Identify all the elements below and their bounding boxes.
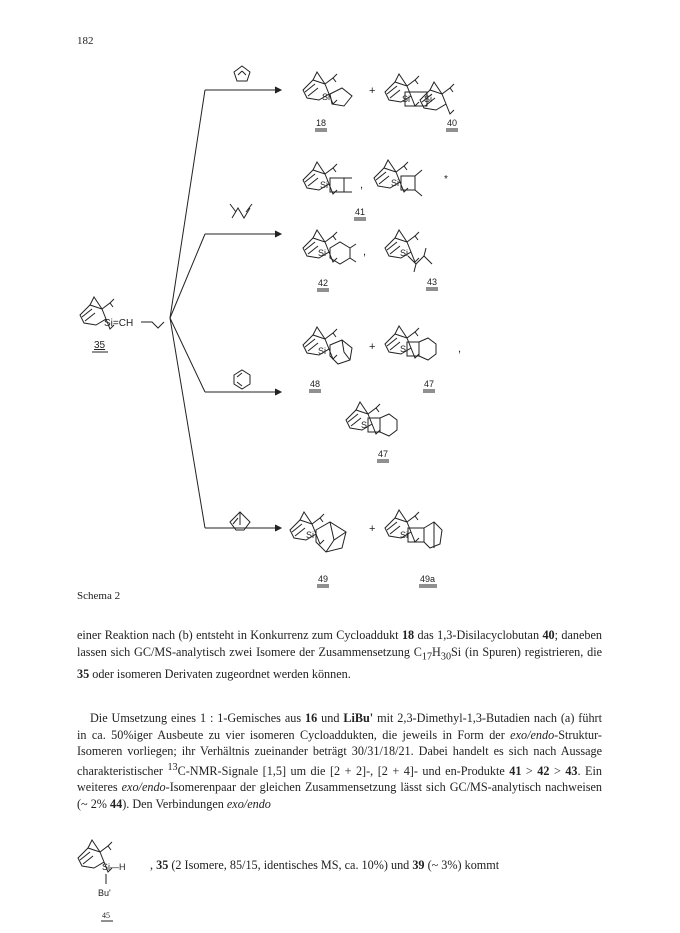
product-40 — [385, 74, 458, 131]
reagent-cyclopentadiene — [234, 66, 250, 81]
label-40: 40 — [447, 118, 458, 128]
svg-text:Si: Si — [400, 248, 409, 258]
bu-label: Bu' — [98, 888, 111, 898]
label-49a: 49a — [420, 574, 436, 584]
reagent-dimethylbutadiene — [230, 204, 252, 218]
paragraph-1: einer Reaktion nach (b) entsteht in Konkurrenz zum Cycloaddukt 18 das 1,3-Disilacyclobutan 40; daneben lassen sich GC/MS-analytisch zwei Isomere der Zusammensetzung $C_{17}H_{30}Si$ (in Spuren) registrieren, die 35 oder isomeren Derivaten zugeordnet werden können. — [77, 628, 603, 681]
svg-text:Si: Si — [318, 248, 327, 258]
svg-text:Si: Si — [402, 94, 411, 104]
start-compound-35 — [80, 297, 164, 352]
product-42 — [303, 230, 356, 291]
label-45: 45 — [102, 911, 110, 920]
comma-separator: , — [360, 179, 364, 191]
product-47a — [385, 326, 436, 392]
reagent-cyclohexadiene — [234, 370, 250, 389]
plus-sign-3: + — [369, 523, 376, 535]
label-18: 18 — [316, 118, 327, 128]
compound-45-structure — [72, 838, 152, 928]
svg-text:Si: Si — [361, 420, 370, 430]
last-line: , 35 (2 Isomere, 85/15, identisches MS, ca. 10%) und 39 (~ 3%) kommt — [150, 858, 500, 872]
label-47a: 47 — [424, 379, 435, 389]
product-49a — [385, 510, 442, 587]
start-group-label: Si=CH — [104, 318, 134, 329]
label-41: 41 — [355, 207, 366, 217]
scheme-caption: Schema 2 — [77, 590, 121, 602]
label-35: 35 — [94, 340, 106, 351]
plus-sign-2: + — [369, 341, 376, 353]
svg-text:Si: Si — [322, 92, 331, 102]
svg-text:Si: Si — [306, 530, 315, 540]
paragraph-2: Die Umsetzung eines 1 : 1-Gemisches aus 16 und LiBu' mit 2,3-Dimethyl-1,3-Butadien nach (a) führt in ca. 50%iger Ausbeute zu vier isomeren Cycloaddukten, die jeweils in Form der exo/endo-Struktur-Isomeren vorliegen; ihr Verhältnis zueinander beträgt 30/31/18/21. Dabei handelt es sich nach Aussage charakteristischer $^{13}$C-NMR-Signale [1,5] um die [2 + 2]-, [2 + 4]- und en-Produkte 41 > 42 > 43. Ein weiteres exo/endo-Isomerenpaar der gleichen Zusammensetzung lässt sich GC/MS-analytisch nachweisen (~ 2% 44). Den Verbindungen exo/endo — [77, 711, 602, 812]
label-47b: 47 — [378, 449, 389, 459]
asterisk-separator: * — [444, 174, 448, 185]
product-18 — [303, 72, 352, 131]
product-43 — [385, 230, 438, 290]
product-41a — [303, 162, 352, 194]
svg-text:Si: Si — [400, 530, 409, 540]
product-48 — [303, 327, 352, 392]
product-41b — [374, 160, 422, 196]
label-49: 49 — [318, 574, 329, 584]
svg-text:Si: Si — [318, 346, 327, 356]
svg-text:Si: Si — [400, 344, 409, 354]
plus-sign: + — [369, 85, 376, 97]
reaction-arrows — [170, 87, 281, 531]
si-h-label: Si—H — [102, 862, 126, 872]
product-47b — [346, 402, 397, 462]
reagent-norbornadiene — [230, 512, 250, 530]
svg-text:Si: Si — [320, 180, 329, 190]
label-42: 42 — [318, 278, 329, 288]
comma-separator-2: , — [363, 246, 367, 258]
svg-text:Si: Si — [391, 178, 400, 188]
page-number: 182 — [77, 35, 94, 47]
svg-text:Si: Si — [424, 94, 433, 104]
label-48: 48 — [310, 379, 321, 389]
product-49 — [290, 512, 346, 587]
comma-separator-3: , — [458, 343, 462, 355]
label-43: 43 — [427, 277, 438, 287]
